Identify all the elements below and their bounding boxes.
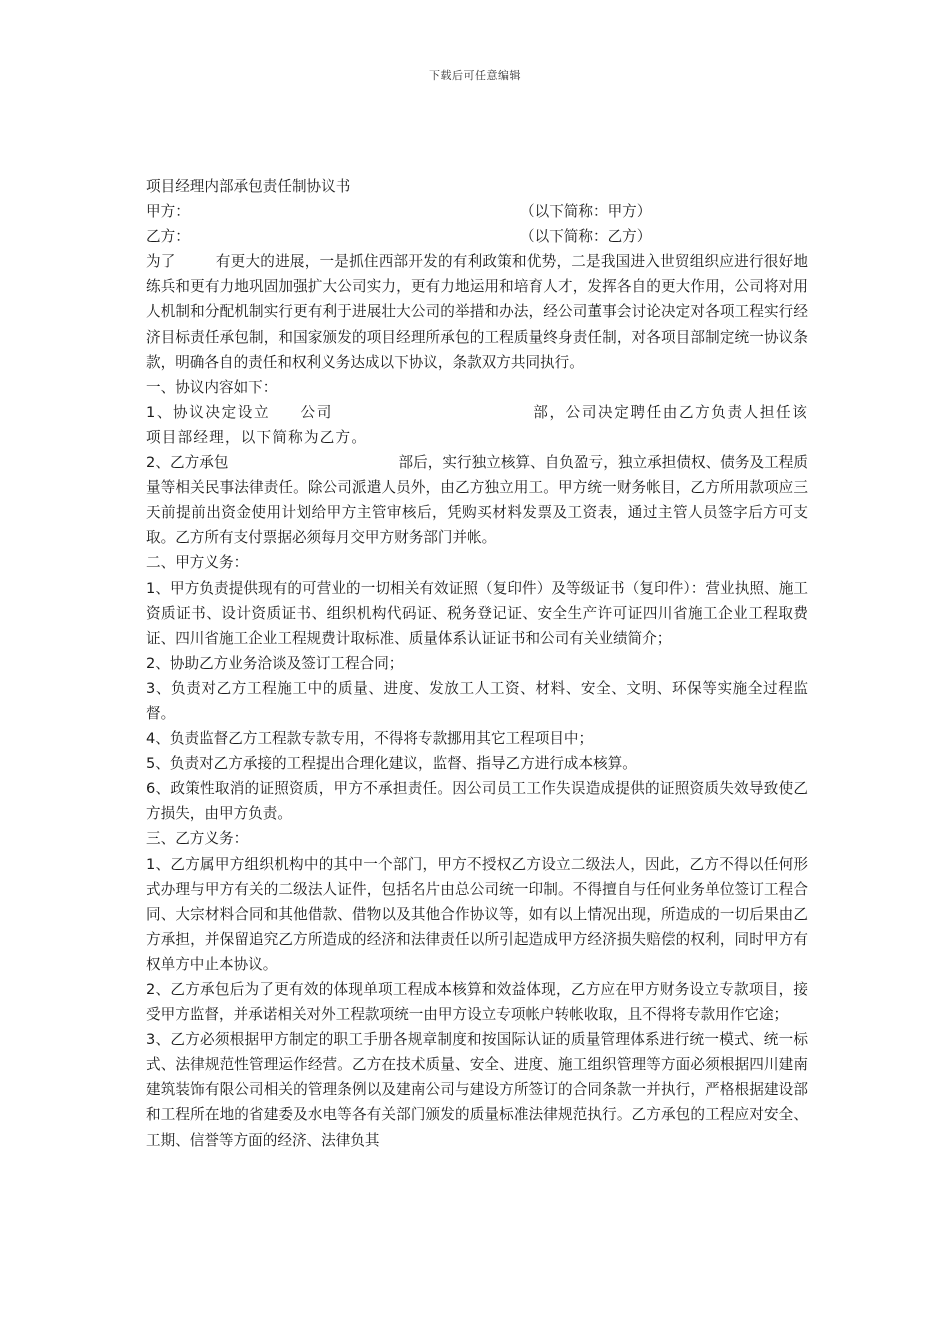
section-3-item-1: 1、乙方属甲方组织机构中的其中一个部门，甲方不授权乙方设立二级法人，因此，乙方不得以任何形式办理与甲方有关的二级法人证件，包括名片由总公司统一印制。不得擅自与任何业务单位签订工程合同、大宗材料合同和其他借款、借物以及其他合作协议等，如有以上情况出现，所造成的一切后果由乙方承担，并保留追究乙方所造成的经济和法律责任以所引起造成甲方经济损失赔偿的权利，同时甲方有权单方中止本协议。 [146,855,808,973]
party-b-alias: （以下简称：乙方） [520,228,652,246]
intro-start: 为了 [146,253,176,271]
section-1-item-1: 1、协议决定设立 公司 部，公司决定聘任由乙方负责人担任该项目部经理，以下简称为乙方。 [146,403,809,446]
section-3-item-3: 3、乙方必须根据甲方制定的职工手册各规章制度和按国际认证的质量管理体系进行统一模式、统一标式、法律规范性管理运作经营。乙方在技术质量、安全、进度、施工组织管理等方面必须根据四川建南建筑装饰有限公司相关的管理条例以及建南公司与建设方所签订的合同条款一并执行，严格根据建设部和工程所在地的省建委及水电等各有关部门颁发的质量标准法律规范执行。乙方承包的工程应对安全、工期、信誉等方面的经济、法律负其 [146,1031,808,1149]
party-a-label: 甲方： [146,203,190,221]
section-3-item-2: 2、乙方承包后为了更有效的体现单项工程成本核算和效益体现，乙方应在甲方财务设立专款项目，接受甲方监督，并承诺相关对外工程款项统一由甲方设立专项帐户转帐收取，且不得将专款用作它途； [146,981,808,1024]
section-2-item-3: 3、负责对乙方工程施工中的质量、进度、发放工人工资、材料、安全、文明、环保等实施全过程监督。 [146,679,808,722]
document-title: 项目经理内部承包责任制协议书 [146,178,351,195]
section-2-item-6: 6、政策性取消的证照资质，甲方不承担责任。因公司员工工作失误造成提供的证照资质失效导致使乙方损失，由甲方负责。 [146,780,808,823]
section-3-heading: 三、乙方义务： [146,830,249,848]
document-body [146,174,808,1153]
party-a-alias: （以下简称：甲方） [520,203,652,221]
party-b-line [146,224,808,249]
section-1-heading: 一、协议内容如下： [146,378,278,396]
section-2-item-1: 1、甲方负责提供现有的可营业的一切相关有效证照（复印件）及等级证书（复印件）：营业执照、施工资质证书、设计资质证书、组织机构代码证、税务登记证、安全生产许可证四川省施工企业工程取费证、四川省施工企业工程规费计取标准、质量体系认证证书和公司有关业绩简介； [146,579,808,647]
intro-paragraph [146,249,808,374]
party-b-label: 乙方： [146,228,190,246]
page-header-note: 下载后可任意编辑 [429,69,521,82]
party-a-line [146,199,808,224]
section-2-item-4: 4、负责监督乙方工程款专款专用，不得将专款挪用其它工程项目中； [146,730,594,748]
section-2-heading: 二、甲方义务： [146,554,249,572]
section-2-item-2: 2、协助乙方业务洽谈及签订工程合同； [146,654,404,672]
section-2-item-5: 5、负责对乙方承接的工程提出合理化建议，监督、指导乙方进行成本核算。 [146,755,637,773]
intro-body: 有更大的进展，一是抓住西部开发的有利政策和优势，二是我国进入世贸组织应进行很好地练兵和更有力地巩固加强扩大公司实力，更有力地运用和培育人才，发挥各自的更大作用，公司将对用人机制和分配机制实行更有利于进展壮大公司的举措和办法，经公司董事会讨论决定对各项工程实行经济目标责任承包制，和国家颁发的项目经理所承包的工程质量终身责任制，对各项目部制定统一协议条款，明确各自的责任和权利义务达成以下协议，条款双方共同执行。 [146,253,808,371]
section-1-item-2: 2、乙方承包 部后，实行独立核算、自负盈亏，独立承担债权、债务及工程质量等相关民事法律责任。除公司派遣人员外，由乙方独立用工。甲方统一财务帐目，乙方所用款项应三天前提前出资金使用计划给甲方主管审核后，凭购买材料发票及工资表，通过主管人员签字后方可支取。乙方所有支付票据必须每月交甲方财务部门并帐。 [146,454,808,547]
